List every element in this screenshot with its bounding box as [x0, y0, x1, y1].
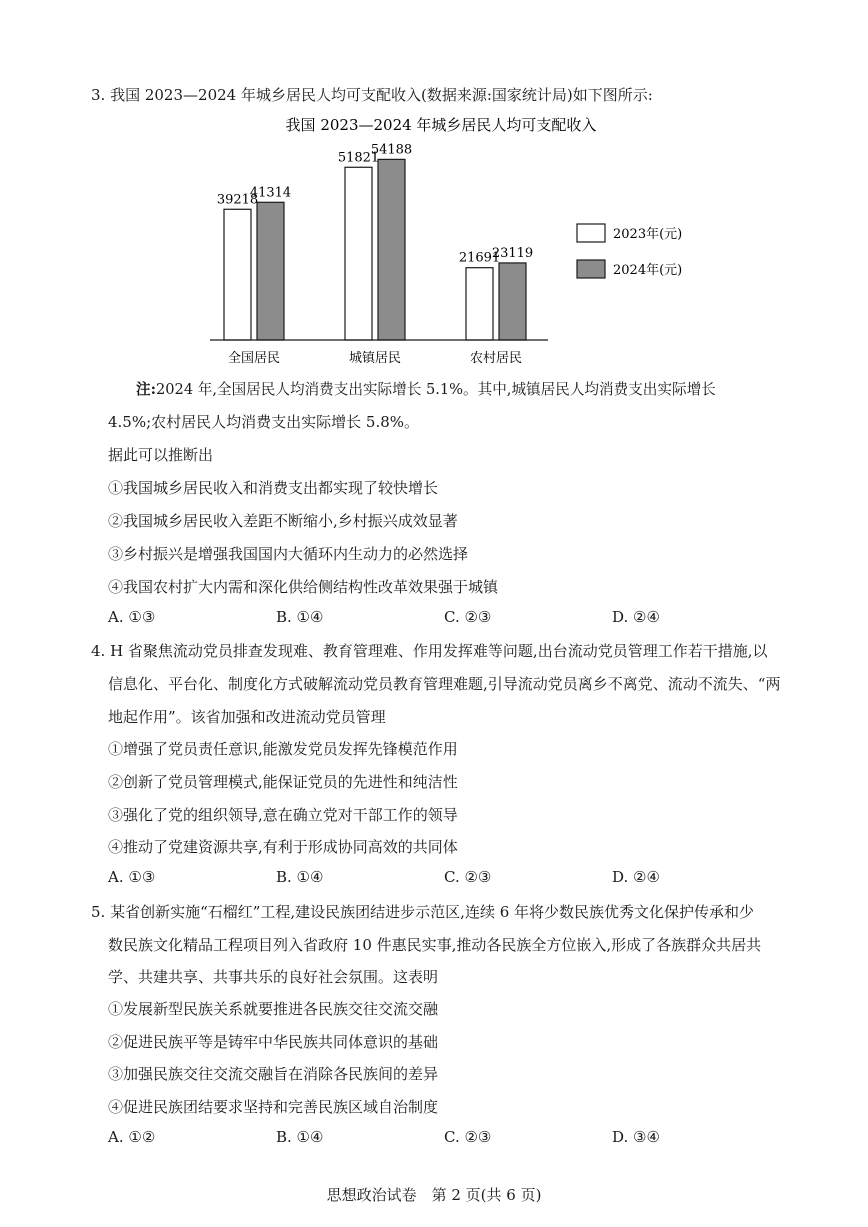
q3-option-c[interactable]: C. ②③	[444, 608, 492, 626]
chart-title: 我国 2023—2024 年城乡居民人均可支配收入	[285, 116, 597, 134]
bar-0-1	[257, 202, 284, 340]
q3-option-b[interactable]: B. ①④	[276, 608, 324, 626]
q3-statement-3: ③乡村振兴是增强我国国内大循环内生动力的必然选择	[108, 545, 469, 563]
category-label: 全国居民	[227, 351, 281, 366]
q4-stem-line1: 4. H 省聚焦流动党员排查发现难、教育管理难、作用发挥难等问题,出台流动党员管理工作若干措施,以	[91, 642, 768, 660]
legend-swatch	[577, 224, 605, 242]
note-label: 注:	[136, 381, 156, 398]
q4-statement-3: ③强化了党的组织领导,意在确立党对干部工作的领导	[108, 806, 458, 824]
q4-statement-2: ②创新了党员管理模式,能保证党员的先进性和纯洁性	[108, 773, 458, 791]
q5-stem-line3: 学、共建共享、共事共乐的良好社会氛围。这表明	[108, 968, 439, 986]
q3-statement-4: ④我国农村扩大内需和深化供给侧结构性改革效果强于城镇	[108, 578, 499, 596]
q5-option-c[interactable]: C. ②③	[444, 1128, 492, 1146]
q4-stem-line3: 地起作用”。该省加强和改进流动党员管理	[108, 708, 386, 726]
income-bar-chart	[0, 0, 868, 372]
q4-option-b[interactable]: B. ①④	[276, 868, 324, 886]
q4-statement-1: ①增强了党员责任意识,能激发党员发挥先锋模范作用	[108, 740, 458, 758]
q5-stem-line1: 5. 某省创新实施“石榴红”工程,建设民族团结进步示范区,连续 6 年将少数民族优秀文化保护传承和少	[91, 903, 755, 921]
q3-lead: 据此可以推断出	[108, 446, 214, 464]
q5-statement-4: ④促进民族团结要求坚持和完善民族区域自治制度	[108, 1098, 439, 1116]
q3-note-line1	[136, 378, 716, 399]
legend-label: 2023年(元)	[613, 227, 683, 242]
q4-statement-4: ④推动了党建资源共享,有利于形成协同高效的共同体	[108, 838, 458, 856]
q5-statement-1: ①发展新型民族关系就要推进各民族交往交流交融	[108, 1000, 439, 1018]
q4-stem-line2: 信息化、平台化、制度化方式破解流动党员教育管理难题,引导流动党员离乡不离党、流动不流失、“两	[108, 675, 781, 693]
category-label: 城镇居民	[348, 351, 402, 366]
bar-value-label: 41314	[249, 185, 292, 201]
page-footer: 思想政治试卷 第 2 页(共 6 页)	[326, 1186, 542, 1204]
q3-note-line2: 4.5%;农村居民人均消费支出实际增长 5.8%。	[108, 413, 420, 431]
q3-statement-2: ②我国城乡居民收入差距不断缩小,乡村振兴成效显著	[108, 512, 458, 530]
bar-2-1	[499, 263, 526, 340]
q3-stem: 3. 我国 2023—2024 年城乡居民人均可支配收入(数据来源:国家统计局)如下图所示:	[91, 86, 653, 104]
q5-statement-2: ②促进民族平等是铸牢中华民族共同体意识的基础	[108, 1033, 439, 1051]
bar-0-0	[224, 209, 251, 340]
bar-2-0	[466, 268, 493, 340]
legend-label: 2024年(元)	[613, 263, 683, 278]
bar-1-1	[378, 159, 405, 340]
bar-value-label: 21691	[458, 250, 501, 266]
q4-option-d[interactable]: D. ②④	[612, 868, 660, 886]
bar-value-label: 39218	[216, 192, 259, 208]
q3-statement-1: ①我国城乡居民收入和消费支出都实现了较快增长	[108, 479, 439, 497]
bar-1-0	[345, 167, 372, 340]
q5-statement-3: ③加强民族交往交流交融旨在消除各民族间的差异	[108, 1065, 439, 1083]
q3-option-a[interactable]: A. ①③	[108, 608, 156, 626]
q5-option-b[interactable]: B. ①④	[276, 1128, 324, 1146]
legend-swatch	[577, 260, 605, 278]
q4-option-c[interactable]: C. ②③	[444, 868, 492, 886]
bar-value-label: 54188	[370, 142, 413, 158]
q4-option-a[interactable]: A. ①③	[108, 868, 156, 886]
bar-value-label: 51821	[337, 150, 380, 166]
bar-value-label: 23119	[491, 245, 534, 261]
q3-option-d[interactable]: D. ②④	[612, 608, 660, 626]
q5-option-d[interactable]: D. ③④	[612, 1128, 660, 1146]
q5-option-a[interactable]: A. ①②	[108, 1128, 156, 1146]
q5-stem-line2: 数民族文化精品工程项目列入省政府 10 件惠民实事,推动各民族全方位嵌入,形成了各族群众共居共	[108, 936, 762, 954]
note-text-1: 2024 年,全国居民人均消费支出实际增长 5.1%。其中,城镇居民人均消费支出实际增长	[155, 381, 716, 398]
category-label: 农村居民	[469, 351, 523, 366]
